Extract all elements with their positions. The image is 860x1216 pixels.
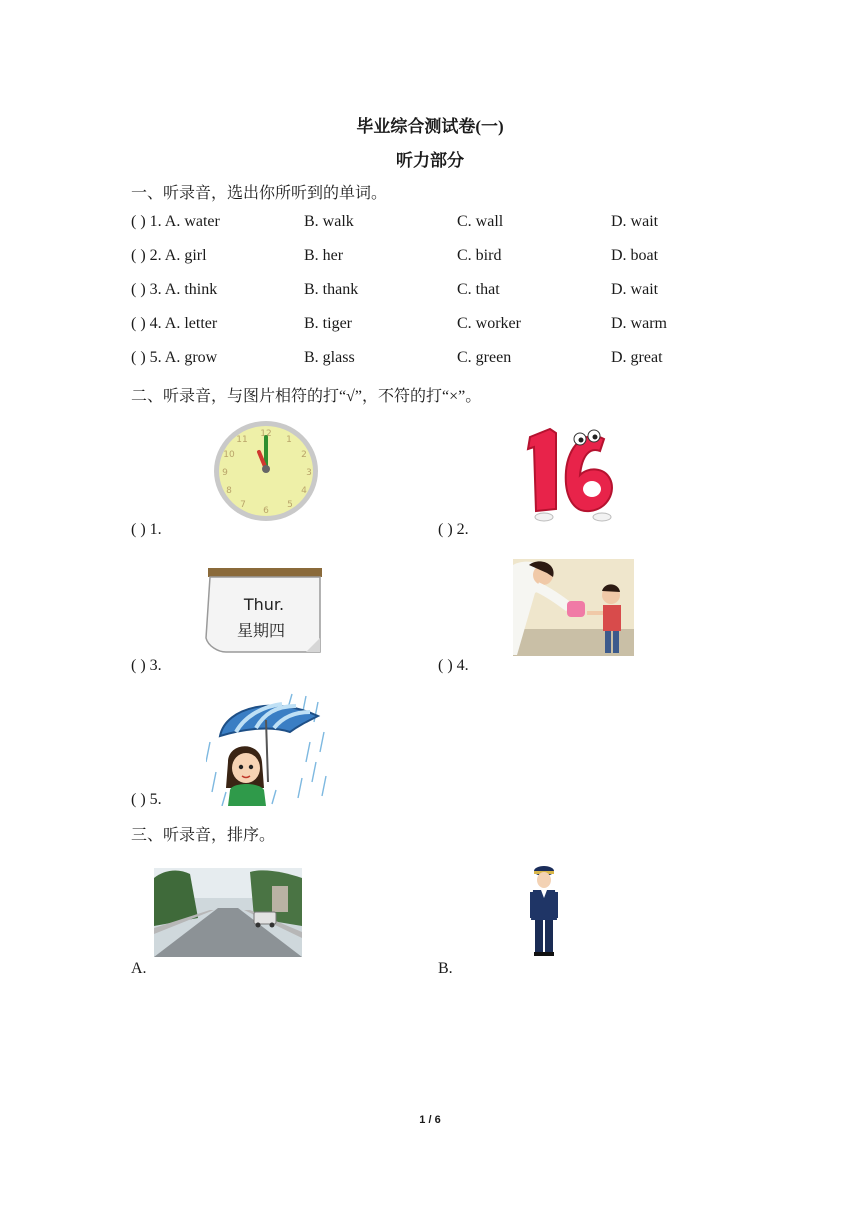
svg-text:7: 7 [240,500,246,510]
police-officer-icon [527,866,561,958]
mother-child-gift-photo [513,559,634,656]
question-number-option-a: ( ) 1. A. water [131,213,220,230]
option-c: C. green [457,349,512,366]
option-d: D. boat [611,247,659,264]
girl-umbrella-rain-icon [206,692,330,806]
option-b: B. tiger [304,315,352,332]
street-photo [154,868,302,957]
calendar-icon [202,568,324,658]
question-row [131,315,771,339]
svg-text:5: 5 [287,500,293,510]
calendar-day-zh: 星期四 [236,621,286,640]
option-c: C. wall [457,213,504,230]
question-row [131,213,771,237]
option-d: D. warm [611,315,667,332]
item-label-2: ( ) 2. [438,521,469,538]
item-label-5: ( ) 5. [131,791,162,808]
option-b: B. her [304,247,344,264]
calendar-day-en: Thur. [243,595,285,614]
option-c: C. worker [457,315,521,332]
question-number-option-a: ( ) 2. A. girl [131,247,207,264]
svg-text:1: 1 [286,435,292,445]
svg-text:8: 8 [226,486,232,496]
svg-text:6: 6 [263,506,269,516]
svg-text:10: 10 [223,450,235,460]
item-label-3: ( ) 3. [131,657,162,674]
svg-text:4: 4 [301,486,307,496]
question-row [131,247,771,271]
item-label-a: A. [131,960,147,977]
item-label-b: B. [438,960,453,977]
option-c: C. bird [457,247,502,264]
option-d: D. wait [611,213,659,230]
section-1-heading: 一、听录音，选出你所听到的单词。 [131,185,388,202]
option-b: B. walk [304,213,354,230]
section-2-heading: 二、听录音，与图片相符的打“√”，不符的打“×”。 [131,388,482,405]
section-3-heading: 三、听录音，排序。 [131,827,276,844]
page-title: 毕业综合测试卷(一) [356,117,504,136]
question-number-option-a: ( ) 5. A. grow [131,349,218,366]
question-row [131,349,771,373]
svg-text:9: 9 [222,468,228,478]
svg-text:2: 2 [301,450,307,460]
page-subtitle: 听力部分 [396,151,464,170]
option-d: D. great [611,349,663,366]
question-number-option-a: ( ) 4. A. letter [131,315,218,332]
question-number-option-a: ( ) 3. A. think [131,281,218,298]
clock-icon [212,419,320,523]
item-label-1: ( ) 1. [131,521,162,538]
number-sixteen-icon [524,425,620,523]
option-b: B. glass [304,349,355,366]
option-c: C. that [457,281,500,298]
svg-text:3: 3 [306,468,312,478]
option-b: B. thank [304,281,359,298]
option-d: D. wait [611,281,659,298]
page-number: 1 / 6 [419,1114,441,1126]
item-label-4: ( ) 4. [438,657,469,674]
svg-text:12: 12 [260,429,272,439]
question-row [131,281,771,305]
svg-text:11: 11 [236,435,248,445]
